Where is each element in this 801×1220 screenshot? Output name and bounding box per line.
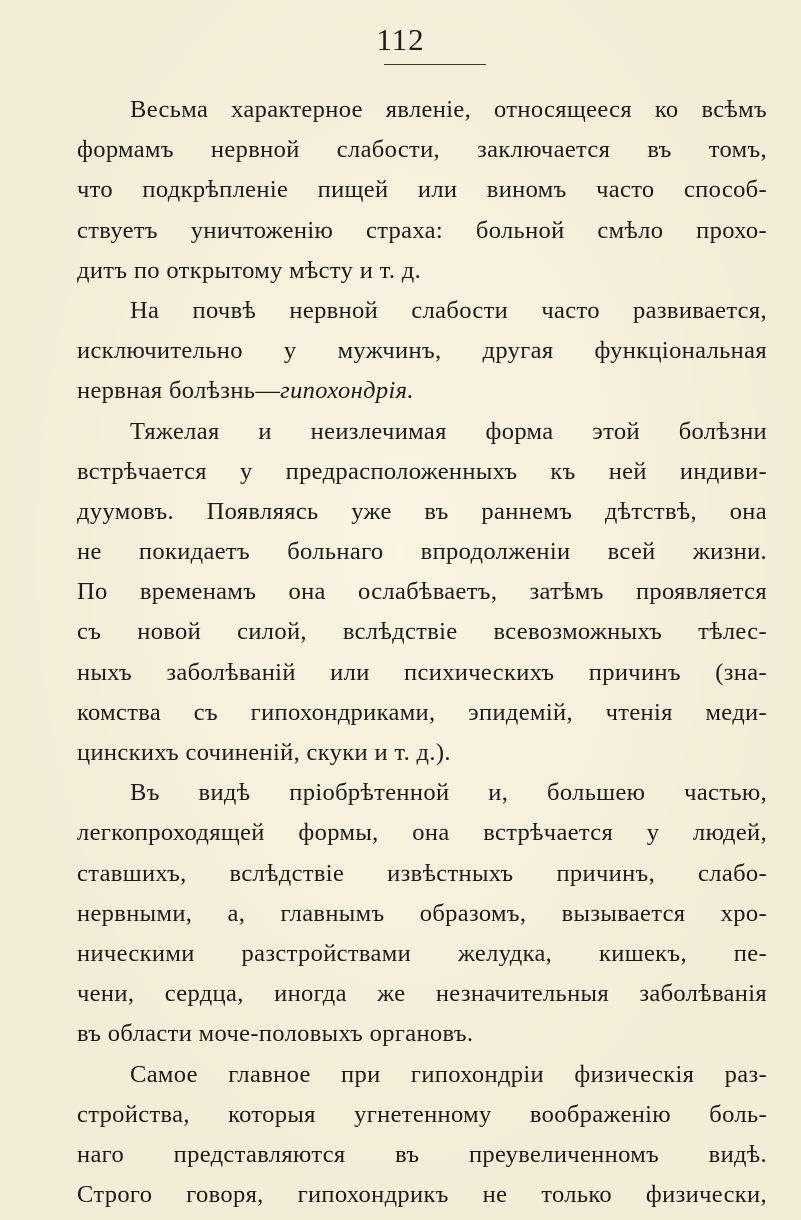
text-line: Весьма характерное явленіе, относящееся ко всѣмъ [130, 96, 767, 123]
text-line-prefix: нервная болѣзнь— [77, 377, 281, 405]
text-line: въ области моче-половыхъ органовъ. [77, 1020, 474, 1048]
page-number-rule [384, 64, 486, 65]
text-line: исключительно у мужчинъ, другая функціональная [77, 337, 767, 365]
text-line: комства съ гипохондриками, эпидемій, чтенія меди- [77, 698, 767, 726]
text-line: Тяжелая и неизлечимая форма этой болѣзни [130, 417, 767, 445]
emphasized-term: гипохондрія. [280, 377, 414, 405]
page-number: 112 [376, 22, 425, 57]
text-line: дитъ по открытому мѣсту и т. д. [77, 256, 422, 284]
text-line: стройства, которыя угнетенному воображенію боль- [77, 1100, 767, 1128]
paragraph-3 [77, 412, 767, 774]
paragraph-5 [77, 1055, 767, 1216]
text-line: ставшихъ, вслѣдствіе извѣстныхъ причинъ, слабо- [77, 859, 767, 887]
text-line: что подкрѣпленіе пищей или виномъ часто способ- [77, 176, 767, 204]
text-line: На почвѣ нервной слабости часто развивается, [130, 296, 767, 324]
text-line: наго представляются въ преувеличенномъ видѣ. [77, 1140, 767, 1168]
text-line: формамъ нервной слабости, заключается въ томъ, [77, 136, 767, 164]
text-line: чени, сердца, иногда же незначительныя заболѣванія [77, 980, 767, 1008]
text-line: дуумовъ. Появляясь уже въ раннемъ дѣтствѣ, она [77, 497, 767, 525]
text-line: ныхъ заболѣваній или психическихъ причинъ (зна- [77, 658, 767, 686]
text-line: По временамъ она ослабѣваетъ, затѣмъ проявляется [77, 578, 767, 606]
paragraph-4 [77, 773, 767, 1054]
paragraph-1 [77, 90, 767, 291]
text-line [77, 371, 767, 411]
text-line: не покидаетъ больнаго впродолженіи всей жизни. [77, 538, 767, 566]
text-line: встрѣчается у предрасположенныхъ къ ней индиви- [77, 457, 767, 485]
text-line: Въ видѣ пріобрѣтенной и, большею частью, [130, 779, 767, 807]
text-line: съ новой силой, вслѣдствіе всевозможныхъ тѣлес- [77, 618, 767, 646]
text-line: Строго говоря, гипохондрикъ не только физически, [77, 1181, 767, 1209]
text-line: ствуетъ уничтоженію страха: больной смѣло прохо- [77, 216, 767, 244]
text-line: Самое главное при гипохондріи физическія раз- [130, 1060, 767, 1088]
text-line: ническими разстройствами желудка, кишекъ, пе- [77, 939, 767, 967]
text-line: нервными, а, главнымъ образомъ, вызывается хро- [77, 899, 767, 927]
body-text [77, 90, 767, 1215]
text-line: цинскихъ сочиненій, скуки и т. д.). [77, 739, 451, 766]
text-line: легкопроходящей формы, она встрѣчается у людей, [77, 819, 767, 847]
paragraph-2 [77, 291, 767, 412]
